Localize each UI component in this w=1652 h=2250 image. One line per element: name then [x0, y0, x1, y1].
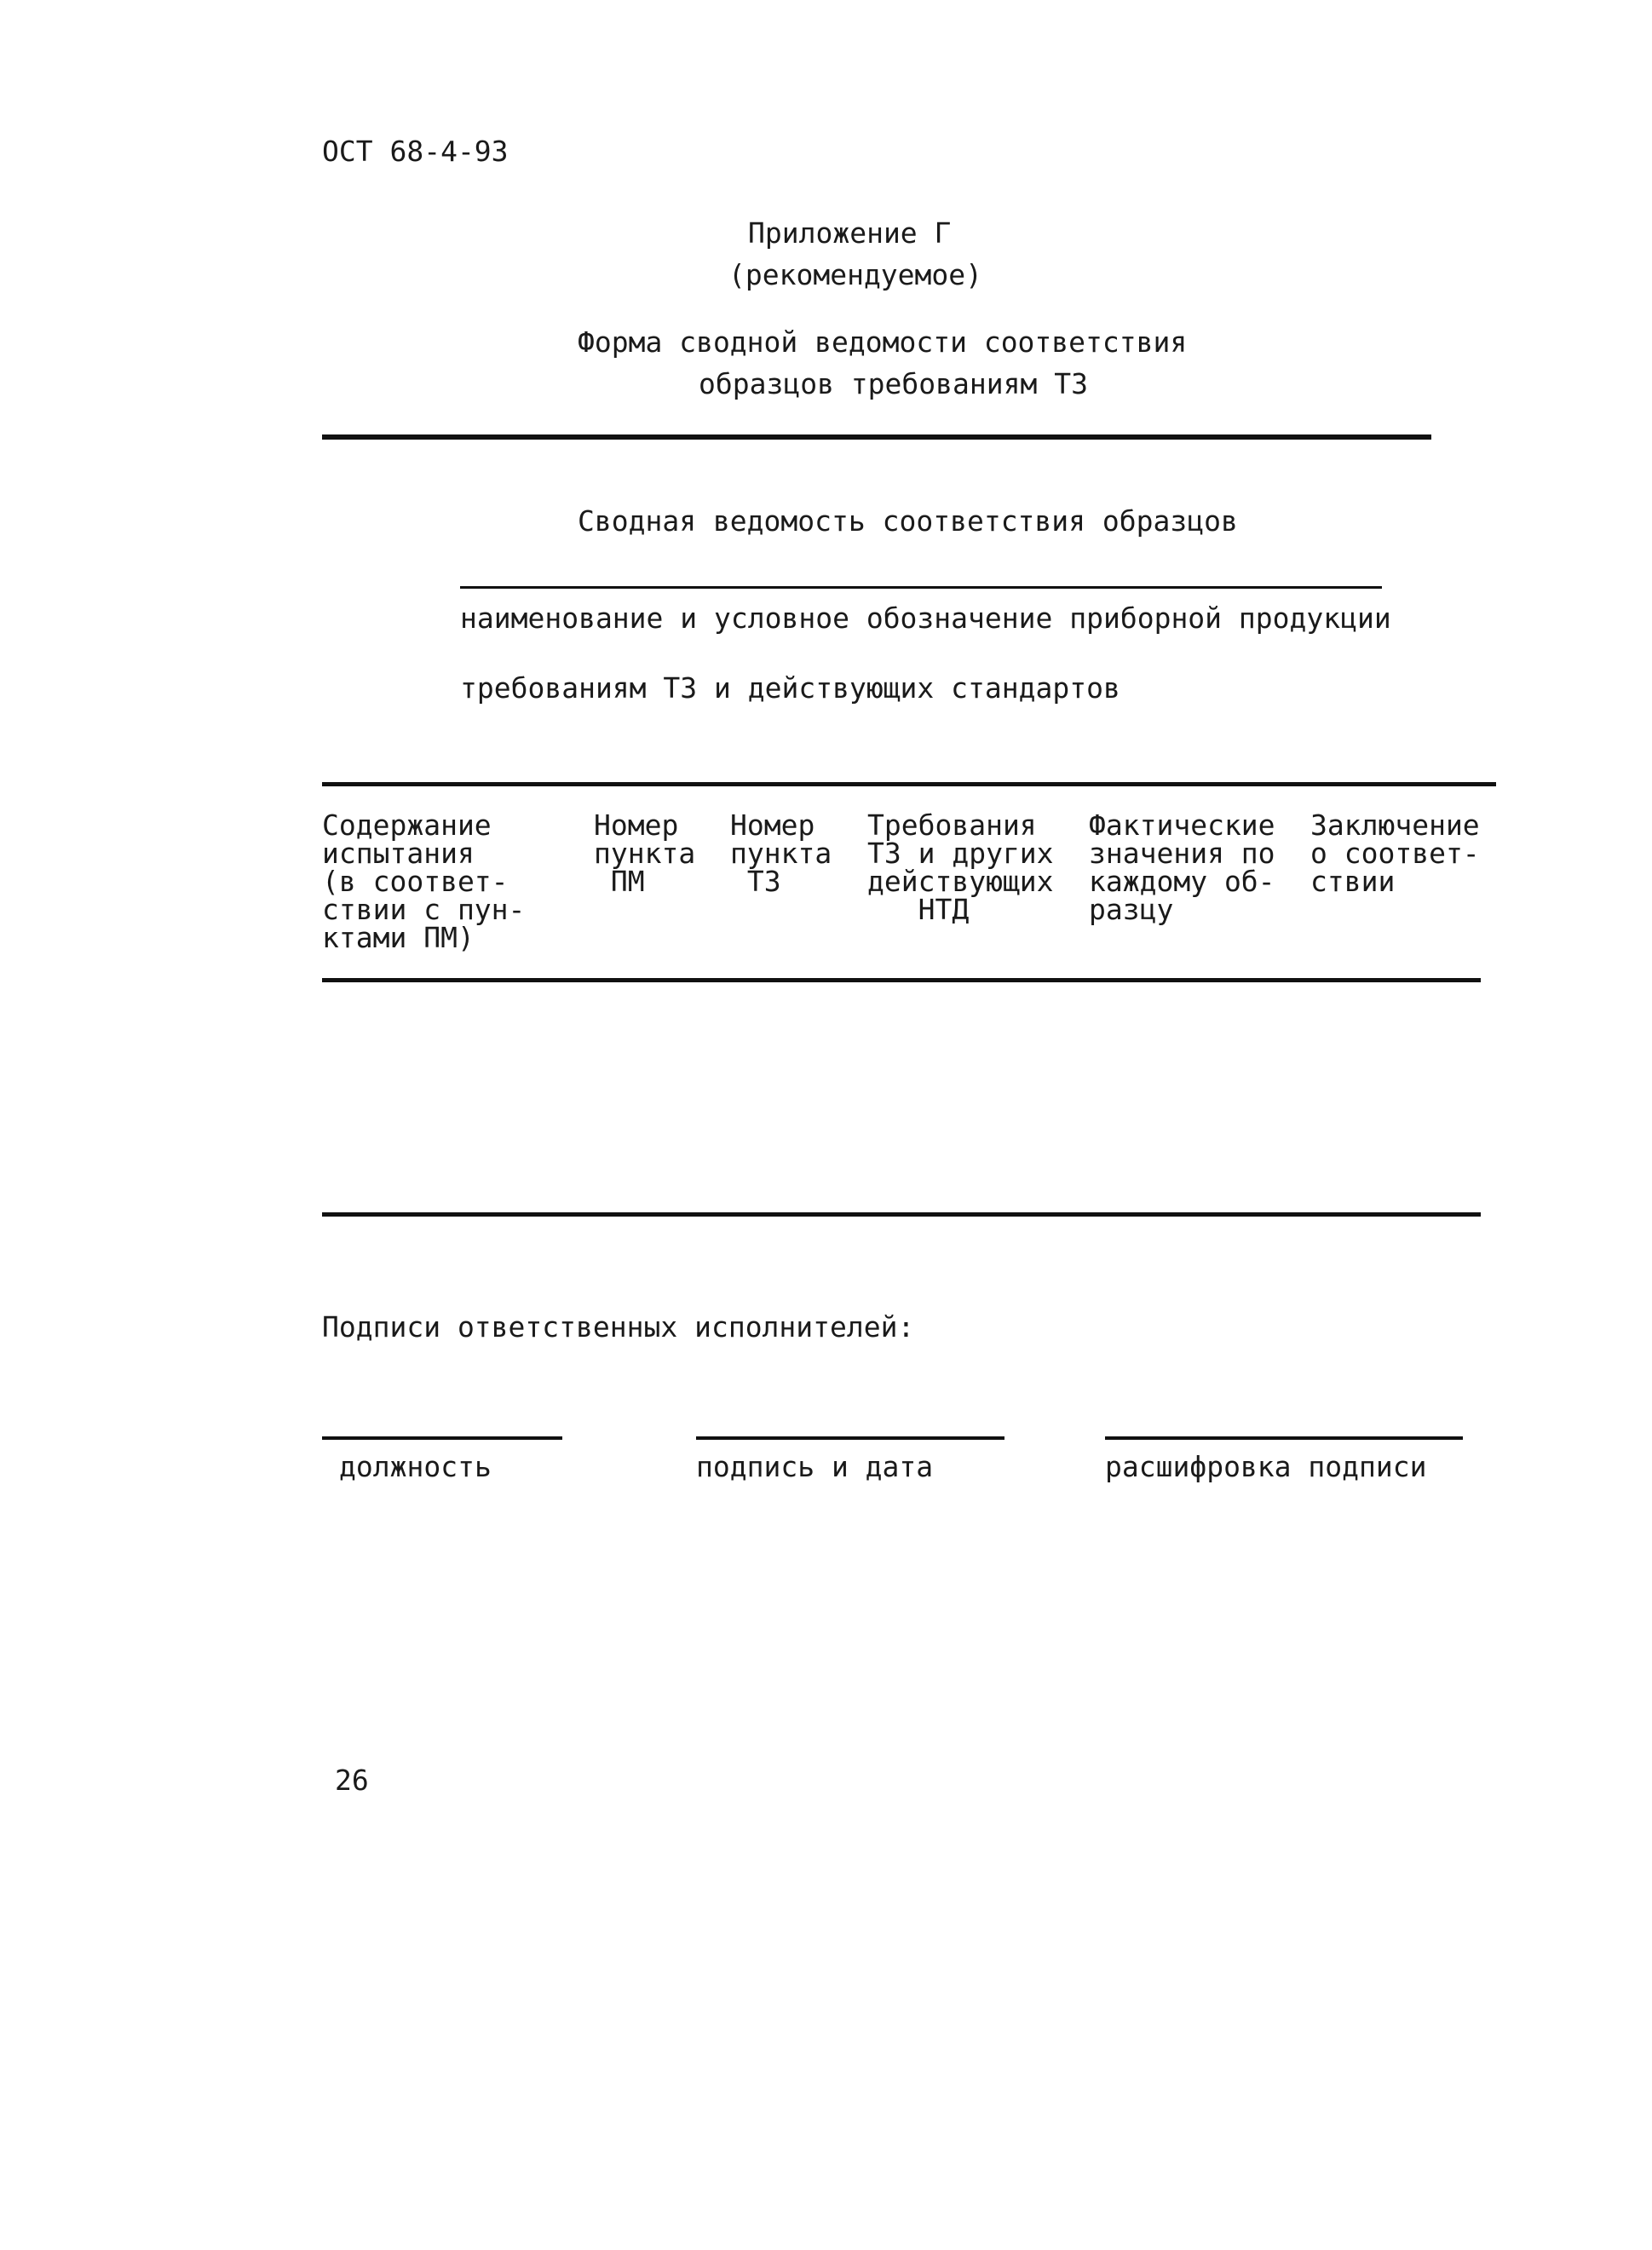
form-title-line2: образцов требованиям ТЗ [699, 367, 1088, 400]
signatures-heading: Подписи ответственных исполнителей: [322, 1310, 915, 1344]
signature-label-sign-date: подпись и дата [696, 1450, 934, 1483]
signature-label-position: должность [339, 1450, 492, 1483]
page-number: 26 [335, 1764, 369, 1797]
column-header-tz-item: Номер пункта ТЗ [730, 809, 832, 898]
statement-line3: требованиям ТЗ и действующих стандартов [460, 671, 1120, 705]
signature-line-decoding [1105, 1436, 1463, 1440]
statement-title: Сводная ведомость соответствия образцов [578, 504, 1238, 538]
appendix-status: (рекомендуемое) [728, 258, 983, 291]
product-name-caption: наименование и условное обозначение приборной продукции [460, 601, 1391, 635]
column-header-requirements: Требования ТЗ и других действующих НТД [867, 809, 1054, 926]
signature-label-decoding: расшифровка подписи [1105, 1450, 1427, 1483]
table-body-empty [322, 982, 1481, 1212]
product-name-blank-line [460, 586, 1382, 589]
form-title-line1: Форма сводной ведомости соответствия [578, 325, 1188, 359]
column-header-conclusion: Заключение о соответ- ствии [1310, 809, 1480, 898]
separator-rule [322, 434, 1431, 440]
column-header-actual-values: Фактические значения по каждому об- разцу [1089, 809, 1275, 926]
signature-line-position [322, 1436, 562, 1440]
appendix-title: Приложение Г [748, 216, 952, 250]
document-code: ОСТ 68-4-93 [322, 135, 509, 168]
signature-line-sign-date [696, 1436, 1004, 1440]
column-header-pm-item: Номер пункта ПМ [594, 809, 696, 898]
table-bottom-rule [322, 1212, 1481, 1217]
column-header-test-content: Содержание испытания (в соответ- ствии с пун- ктами ПМ) [322, 809, 526, 954]
table-top-rule [322, 782, 1496, 786]
